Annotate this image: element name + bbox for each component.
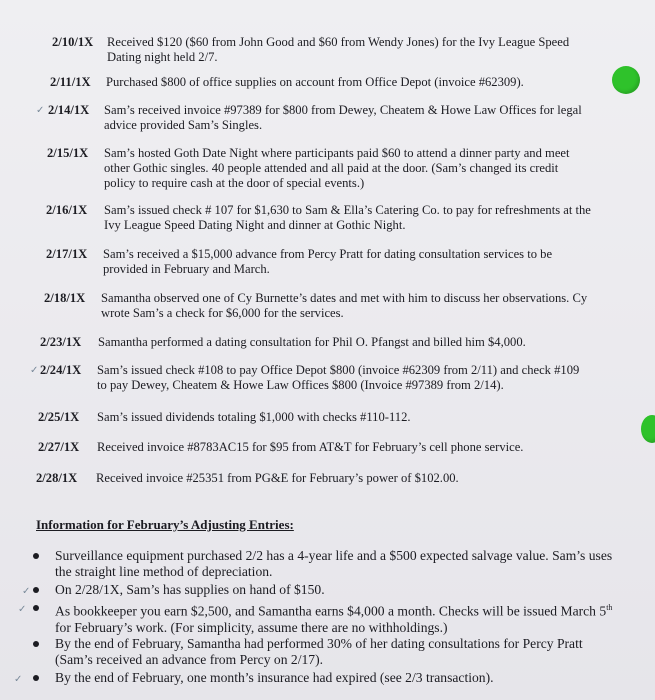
- entry-line: Ivy League Speed Dating Night and dinner at Gothic Night.: [104, 218, 406, 232]
- list-line: the straight line method of depreciation.: [55, 564, 273, 579]
- list-line: On 2/28/1X, Sam’s has supplies on hand of $150.: [55, 582, 325, 597]
- entry-date: 2/27/1X: [38, 440, 80, 454]
- bullet-icon: [33, 587, 39, 593]
- list-line: (Sam’s received an advance from Percy on 2/17).: [55, 652, 323, 667]
- entry-description: [107, 35, 569, 65]
- check-mark-icon: ✓: [14, 674, 23, 685]
- bullet-icon: [33, 553, 39, 559]
- entry-line: to pay Dewey, Cheatem & Howe Law Offices $800 (Invoice #97389 from 2/14).: [97, 378, 504, 392]
- entry-date: 2/17/1X: [46, 247, 88, 261]
- entry-description: [97, 363, 579, 393]
- check-mark-icon: ✓: [36, 105, 45, 116]
- entry-line: Sam’s received a $15,000 advance from Percy Pratt for dating consultation services to be: [103, 247, 553, 261]
- entry-line: Purchased $800 of office supplies on account from Office Depot (invoice #62309).: [106, 75, 524, 89]
- entry-line: Samantha observed one of Cy Burnette’s dates and met with him to discuss her observations. Cy: [101, 291, 588, 305]
- adjusting-entries-heading: Information for February’s Adjusting Entries:: [36, 517, 294, 532]
- entry-date: 2/14/1X: [48, 103, 90, 117]
- entry-date: 2/23/1X: [40, 335, 82, 349]
- entry-line: Sam’s received invoice #97389 for $800 from Dewey, Cheatem & Howe Law Offices for legal: [104, 103, 582, 117]
- list-line: for February’s work. (For simplicity, assume there are no withholdings.): [55, 619, 448, 635]
- check-mark-icon: ✓: [30, 365, 39, 376]
- entry-line: wrote Sam’s a check for $6,000 for the services.: [101, 306, 344, 320]
- bullet-icon: [33, 675, 39, 681]
- list-line: Surveillance equipment purchased 2/2 has a 4-year life and a $500 expected salvage value. Sam’s uses: [55, 548, 613, 563]
- list-item-text: [55, 670, 494, 686]
- list-line-text: As bookkeeper you earn $2,500, and Samantha earns $4,000 a month. Checks will be issued March 5: [55, 603, 607, 619]
- entry-date: 2/28/1X: [36, 471, 78, 485]
- list-item-text: [55, 548, 612, 580]
- entry-date: 2/16/1X: [46, 203, 88, 217]
- superscript: th: [606, 603, 613, 612]
- entry-description: [101, 291, 587, 321]
- entry-description: [98, 335, 526, 350]
- entry-description: [96, 471, 459, 486]
- entry-date: 2/11/1X: [50, 75, 91, 89]
- entry-description: [97, 440, 523, 455]
- bullet-icon: [33, 605, 39, 611]
- entry-line: Sam’s issued check #108 to pay Office Depot $800 (invoice #62309 from 2/11) and check #109: [97, 363, 580, 377]
- entry-date: 2/10/1X: [52, 35, 94, 49]
- entry-description: [104, 103, 582, 133]
- entry-description: [103, 247, 552, 277]
- list-item-text: [55, 600, 612, 636]
- entry-line: Dating night held 2/7.: [107, 50, 218, 64]
- list-line: By the end of February, Samantha had performed 30% of her dating consultations for Percy Pratt: [55, 636, 583, 651]
- entry-line: other Gothic singles. 40 people attended and all paid at the door. (Sam’s changed its credit: [104, 161, 559, 175]
- bullet-icon: [33, 641, 39, 647]
- entry-line: Received invoice #8783AC15 for $95 from AT&T for February’s cell phone service.: [97, 440, 524, 454]
- entry-line: Sam’s issued check # 107 for $1,630 to Sam & Ella’s Catering Co. to pay for refreshments at the: [104, 203, 591, 217]
- entry-line: Received $120 ($60 from John Good and $60 from Wendy Jones) for the Ivy League Speed: [107, 35, 570, 49]
- entry-description: [97, 410, 411, 425]
- entry-line: provided in February and March.: [103, 262, 270, 276]
- list-item-text: [55, 636, 583, 668]
- green-sticker-icon: [641, 415, 655, 443]
- entry-line: Samantha performed a dating consultation for Phil O. Pfangst and billed him $4,000.: [98, 335, 526, 349]
- list-line: By the end of February, one month’s insurance had expired (see 2/3 transaction).: [55, 670, 494, 685]
- entry-line: policy to require cash at the door of special events.): [104, 176, 365, 190]
- check-mark-icon: ✓: [22, 586, 31, 597]
- entry-line: Sam’s issued dividends totaling $1,000 with checks #110-112.: [97, 410, 411, 424]
- entry-date: 2/18/1X: [44, 291, 86, 305]
- entry-description: [104, 146, 570, 191]
- entry-line: Sam’s hosted Goth Date Night where participants paid $60 to attend a dinner party and meet: [104, 146, 570, 160]
- green-sticker-icon: [612, 66, 640, 94]
- entry-line: Received invoice #25351 from PG&E for February’s power of $102.00.: [96, 471, 459, 485]
- entry-date: 2/24/1X: [40, 363, 82, 377]
- entry-description: [106, 75, 524, 90]
- entry-line: advice provided Sam’s Singles.: [104, 118, 263, 132]
- entry-date: 2/15/1X: [47, 146, 89, 160]
- entry-date: 2/25/1X: [38, 410, 80, 424]
- entry-description: [104, 203, 591, 233]
- check-mark-icon: ✓: [18, 604, 27, 615]
- list-line: [55, 600, 612, 620]
- list-item-text: [55, 582, 325, 598]
